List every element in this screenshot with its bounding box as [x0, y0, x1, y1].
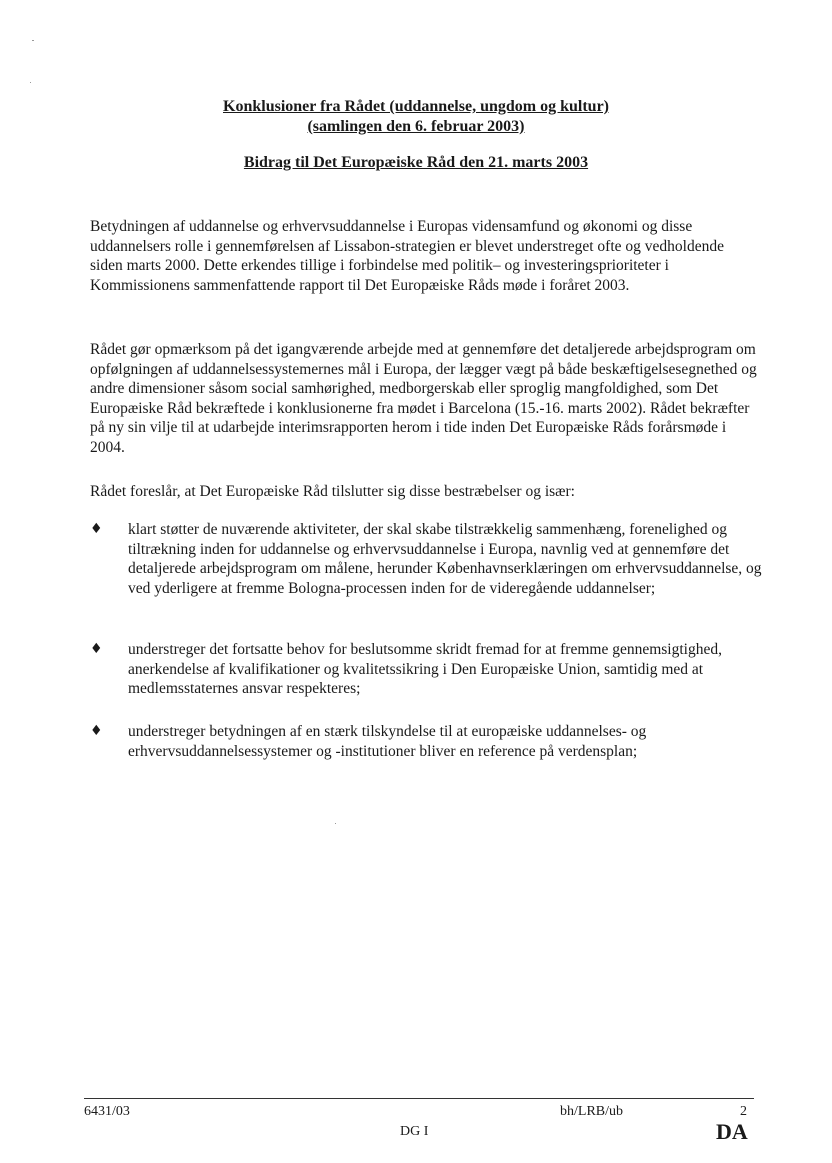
footer-initials: bh/LRB/ub	[560, 1104, 624, 1119]
scan-speck	[32, 40, 34, 41]
footer-doc-ref: 6431/03	[84, 1104, 130, 1119]
document-title	[0, 97, 832, 137]
bullet-text-1: klart støtter de nuværende aktiviteter, der skal skabe tilstrækkelig sammenhæng, forenelighed og tiltrækning inden for uddannelse og erhvervsuddannelse i Europa, navnlig ved at gennemføre det detaljerede arbejdsprogram om målene, herunder Københavnserklæringen om erhvervsuddannelse, og ved yderligere at fremme Bologna-processen inden for de videregående uddannelser;	[128, 521, 762, 597]
footer-language-code: DA	[716, 1119, 748, 1144]
footer-page-number: 2	[740, 1104, 747, 1119]
diamond-bullet-icon: ♦	[90, 521, 103, 537]
diamond-bullet-icon: ♦	[90, 641, 103, 657]
bullet-text-3: understreger betydningen af en stærk tilskyndelse til at europæiske uddannelses- og erhvervsuddannelsessystemer og -institutioner bliver en reference på verdensplan;	[128, 723, 647, 760]
scan-speck	[335, 823, 336, 824]
title-line-1: Konklusioner fra Rådet (uddannelse, ungdom og kultur)	[223, 98, 609, 115]
subtitle-text: Bidrag til Det Europæiske Råd den 21. marts 2003	[243, 154, 589, 171]
footer-department: DG I	[400, 1124, 429, 1139]
footer-divider	[84, 1098, 754, 1099]
paragraph-3: Rådet foreslår, at Det Europæiske Råd tilslutter sig disse bestræbelser og især:	[90, 483, 575, 500]
document-subtitle	[0, 153, 832, 173]
paragraph-2: Rådet gør opmærksom på det igangværende arbejde med at gennemføre det detaljerede arbejdsprogram om opfølgningen af uddannelsessystemernes mål i Europa, der lægger vægt på både beskæftigelsesegnethed og andre dimensioner såsom social samhørighed, medborgerskab eller sproglig mangfoldighed, som Det Europæiske Råd bekræftede i konklusionerne fra mødet i Barcelona (15.-16. marts 2002). Rådet bekræfter på ny sin vilje til at udarbejde interimsrapporten herom i tide inden Det Europæiske Råds forårsmøde i 2004.	[90, 341, 757, 456]
paragraph-1: Betydningen af uddannelse og erhvervsuddannelse i Europas vidensamfund og økonomi og disse uddannelsers rolle i gennemførelsen af Lissabon-strategien er blevet understreget ofte og vedholdende siden marts 2000. Dette erkendes tillige i forbindelse med politik– og investeringsprioriteter i Kommissionens sammenfattende rapport til Det Europæiske Råds møde i foråret 2003.	[90, 218, 724, 294]
bullet-text-2: understreger det fortsatte behov for beslutsomme skridt fremad for at fremme gennemsigtighed, anerkendelse af kvalifikationer og kvalitetssikring i Den Europæiske Union, samtidig med at medlemsstaternes ansvar respekteres;	[128, 641, 722, 697]
title-line-2: (samlingen den 6. februar 2003)	[307, 118, 525, 135]
diamond-bullet-icon: ♦	[90, 723, 103, 739]
scan-speck	[30, 82, 31, 83]
